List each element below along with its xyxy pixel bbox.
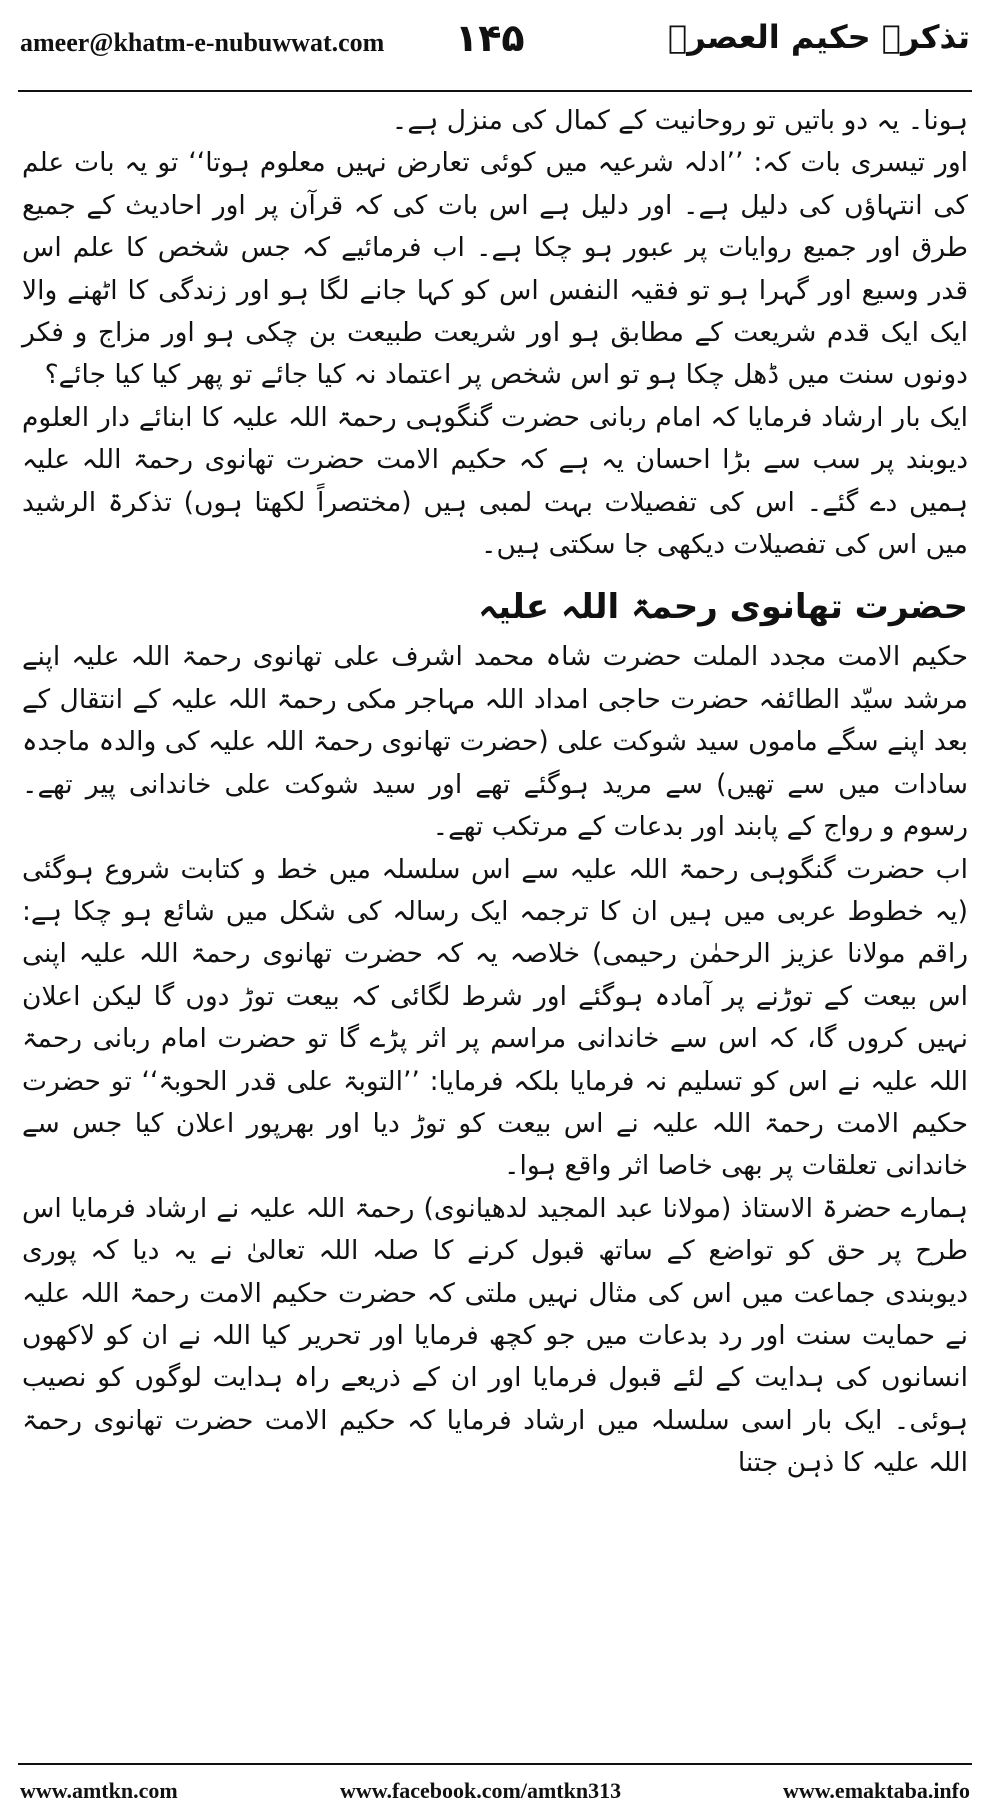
- footer-link-emaktaba[interactable]: www.emaktaba.info: [782, 1778, 970, 1803]
- paragraph-4: حکیم الامت مجدد الملت حضرت شاہ محمد اشرف علی تھانوی رحمۃ اللہ علیہ اپنے مرشد سیّد الطائفہ حضرت حاجی امداد اللہ مہاجر مکی رحمۃ اللہ علیہ کے انتقال کے بعد اپنے سگے ماموں سید شوکت علی (حضرت تھانوی رحمۃ اللہ علیہ کی والدہ ماجدہ سادات میں سے تھیں) سے مرید ہوگئے تھے اور سید شوکت علی خاندانی پیر تھے۔ رسوم و رواج کے پابند اور بدعات کے مرتکب تھے۔: [22, 641, 968, 843]
- footer-link-facebook[interactable]: www.facebook.com/amtkn313: [340, 1778, 622, 1803]
- header-divider: [18, 90, 972, 92]
- page-number: ۱۴۵: [455, 16, 525, 60]
- paragraph-5: اب حضرت گنگوہی رحمۃ اللہ علیہ سے اس سلسلہ میں خط و کتابت شروع ہوگئی (یہ خطوط عربی میں ہیں ان کا ترجمہ ایک رسالہ کی شکل میں شائع ہو چکا ہے: راقم مولانا عزیز الرحمٰن رحیمی) خلاصہ یہ کہ حضرت تھانوی رحمۃ اللہ علیہ اپنی اس بیعت کے توڑنے پر آمادہ ہوگئے اور شرط لگائی کہ بیعت توڑ دوں گا لیکن اعلان نہیں کروں گا، کہ اس سے خاندانی مراسم پر اثر پڑے گا تو حضرت امام ربانی رحمۃ اللہ علیہ نے اس کو تسلیم نہ فرمایا بلکہ فرمایا: ’’التوبۃ علی قدر الحوبۃ‘‘ تو حضرت حکیم الامت رحمۃ اللہ علیہ نے اس بیعت کو توڑ دیا اور بھرپور اعلان کیا جس سے خاندانی تعلقات پر بھی خاصا اثر واقع ہوا۔: [22, 853, 968, 1182]
- paragraph-1: ہونا۔ یہ دو باتیں تو روحانیت کے کمال کی منزل ہے۔: [391, 105, 968, 136]
- header-email[interactable]: ameer@khatm-e-nubuwwat.com: [20, 28, 385, 57]
- page-body: [22, 100, 968, 1485]
- paragraph-6: ہمارے حضرۃ الاستاذ (مولانا عبد المجید لدھیانوی) رحمۃ اللہ علیہ نے ارشاد فرمایا اس طرح پر حق کو تواضع کے ساتھ قبول کرنے کا صلہ اللہ تعالیٰ نے یہ دیا کہ پوری دیوبندی جماعت میں اس کی مثال نہیں ملتی کہ حضرت حکیم الامت رحمۃ اللہ علیہ نے حمایت سنت اور رد بدعات میں جو کچھ فرمایا اور تحریر کیا اللہ نے ان کو لاکھوں انسانوں کی ہدایت کے لئے قبول فرمایا اور ان کے ذریعے راہ ہدایت لوگوں کو نصیب ہوئی۔ ایک بار اسی سلسلہ میں ارشاد فرمایا کہ حکیم الامت حضرت تھانوی رحمۃ اللہ علیہ کا ذہن جتنا: [22, 1192, 968, 1479]
- page-footer: [0, 1772, 990, 1812]
- page-header: [0, 0, 990, 95]
- paragraph-3: ایک بار ارشاد فرمایا کہ امام ربانی حضرت گنگوہی رحمۃ اللہ علیہ کا ابنائے دار العلوم دیوبند پر سب سے بڑا احسان یہ ہے کہ حکیم الامت حضرت تھانوی رحمۃ اللہ علیہ ہمیں دے گئے۔ اس کی تفصیلات بہت لمبی ہیں (مختصراً لکھتا ہوں) تذکرۃ الرشید میں اس کی تفصیلات دیکھی جا سکتی ہیں۔: [22, 401, 968, 561]
- footer-divider: [18, 1763, 972, 1765]
- section-heading: حضرت تھانوی رحمۃ اللہ علیہ: [478, 587, 968, 628]
- footer-link-amtkn[interactable]: www.amtkn.com: [20, 1778, 178, 1803]
- book-title: تذکرہ حکیم العصرؒ: [667, 18, 970, 56]
- paragraph-2: اور تیسری بات کہ: ’’ادلہ شرعیہ میں کوئی تعارض نہیں معلوم ہوتا‘‘ تو یہ بات علم کی انتہاؤں کی دلیل ہے۔ اور دلیل ہے اس بات کی کہ قرآن پر اور احادیث کے جمیع طرق اور جمیع روایات پر عبور ہو چکا ہے۔ اب فرمائیے کہ جس شخص کا علم اس قدر وسیع اور گہرا ہو تو فقیہ النفس اس کو کہا جانے لگا ہو اور زندگی کا اٹھنے والا ایک ایک قدم شریعت کے مطابق ہو اور شریعت طبیعت بن چکی ہو اور مزاج و فکر دونوں سنت میں ڈھل چکا ہو تو اس شخص پر اعتماد نہ کیا جائے تو پھر کیا کیا جائے؟: [22, 147, 968, 391]
